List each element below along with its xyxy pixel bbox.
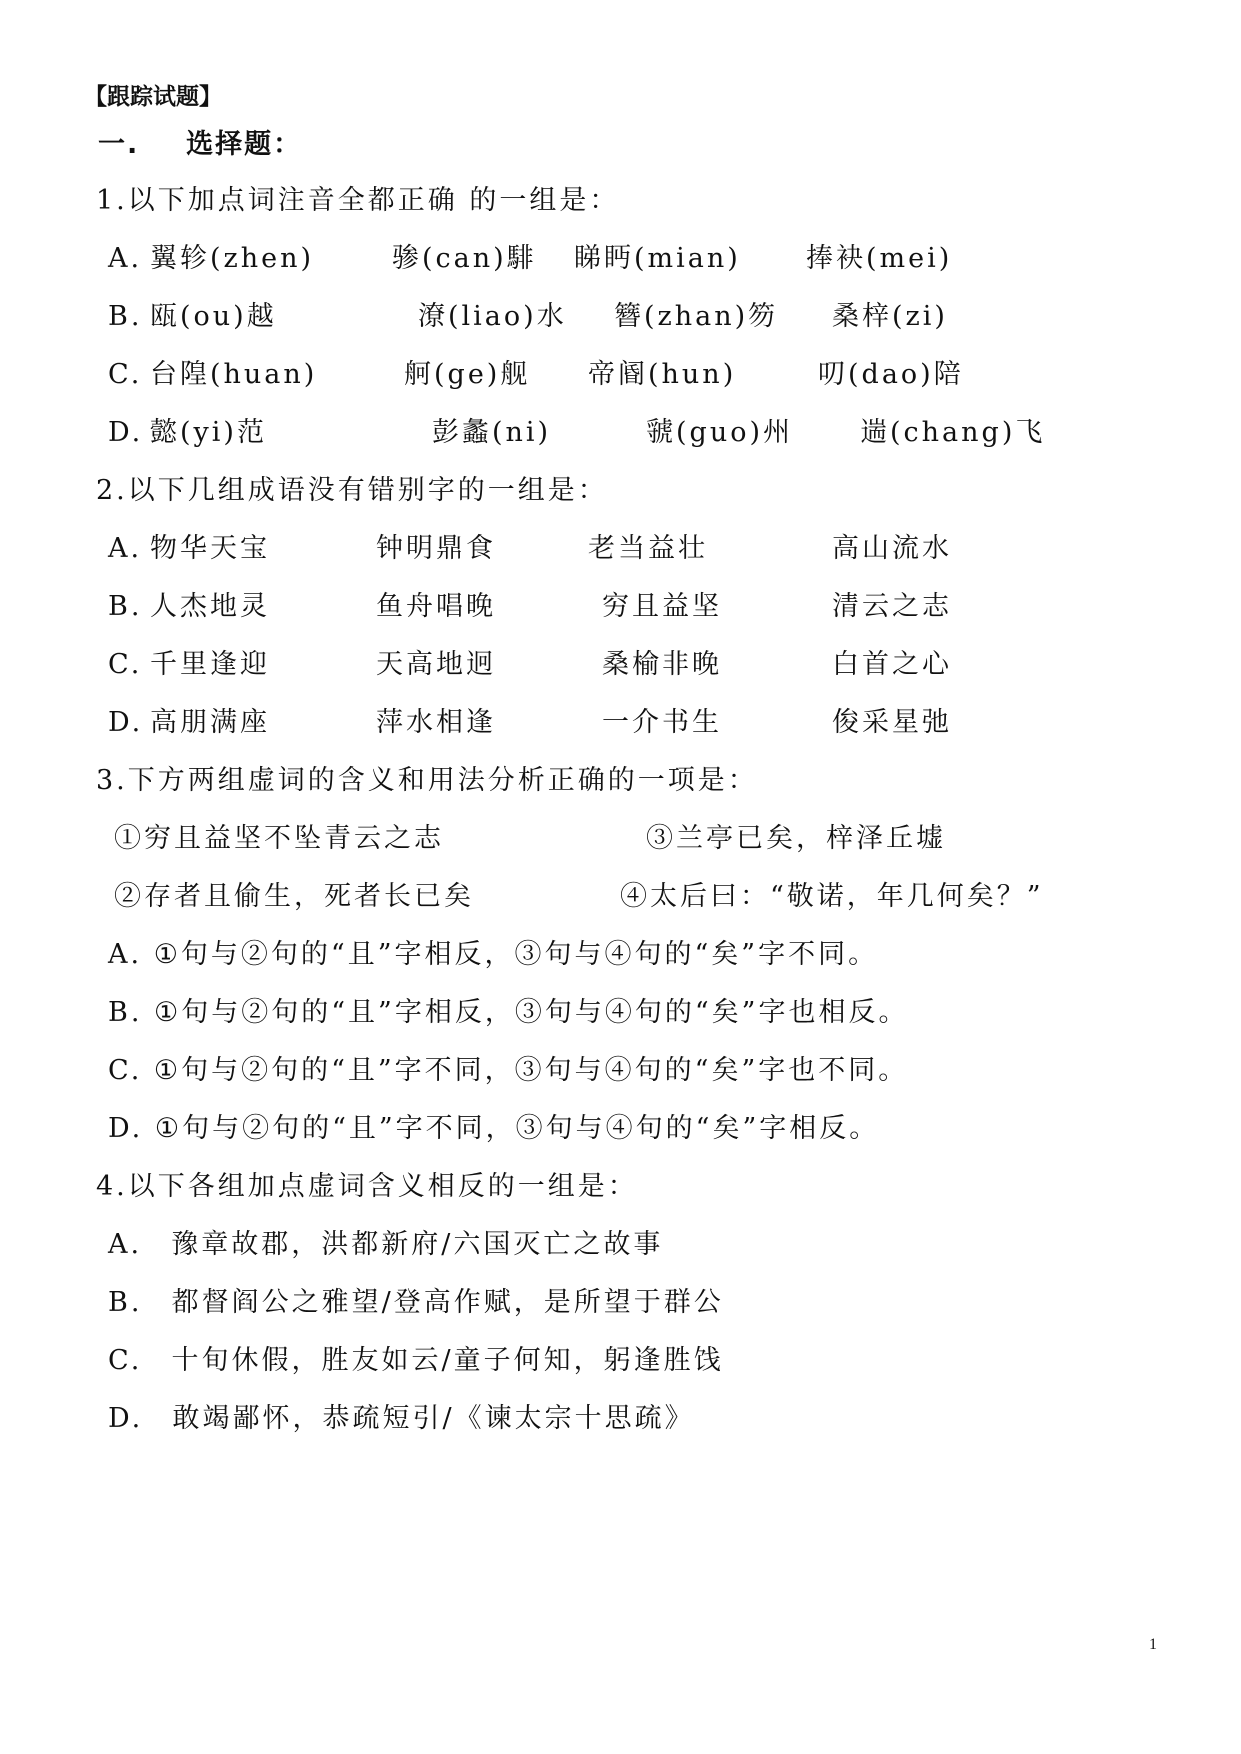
option-item: 虢(guo)州: [646, 417, 793, 448]
option-item: 天高地迥: [376, 649, 496, 680]
option-letter: D.: [108, 417, 144, 448]
option-item: 帝阍(hun): [588, 359, 737, 390]
section-label: 选择题：: [186, 129, 303, 160]
option-letter: A.: [108, 939, 143, 970]
option-item: 老当益壮: [588, 533, 708, 564]
option-letter: C.: [108, 359, 143, 390]
tracking-quiz-header: 【跟踪试题】: [84, 84, 222, 110]
option-item: 俊采星弛: [832, 707, 952, 738]
option-letter: B.: [108, 1287, 143, 1318]
option-item: 捧袂(mei): [806, 243, 953, 274]
section-number: 一.: [98, 129, 140, 160]
option-text: ①句与②句的“且”字不同，③句与④句的“矣”字也不同。: [153, 1055, 909, 1086]
q3-option-b: [108, 996, 908, 1030]
option-item: 簪(zhan)笏: [614, 301, 779, 332]
option-item: 高朋满座: [150, 707, 270, 738]
option-item: 清云之志: [832, 591, 952, 622]
option-item: 人杰地灵: [150, 591, 270, 622]
option-item: 桑梓(zi): [832, 301, 948, 332]
option-letter: D.: [108, 1113, 144, 1144]
option-item: 瓯(ou)越: [150, 301, 277, 332]
option-letter: B.: [108, 591, 143, 622]
page-number: 1: [1149, 1636, 1157, 1653]
option-item: 睇眄(mian): [574, 243, 741, 274]
option-item: 物华天宝: [150, 533, 270, 564]
option-letter: C.: [108, 649, 143, 680]
q3-option-d: [108, 1112, 879, 1146]
option-item: 台隍(huan): [150, 359, 318, 390]
option-text: ①句与②句的“且”字相反，③句与④句的“矣”字也相反。: [154, 997, 909, 1028]
option-item: 萍水相逢: [376, 707, 496, 738]
option-item: 穷且益坚: [602, 591, 722, 622]
q4-option-b: [108, 1286, 724, 1320]
option-letter: B.: [108, 301, 143, 332]
option-letter: C.: [108, 1055, 143, 1086]
question-4-stem: 4.以下各组加点虚词含义相反的一组是：: [96, 1171, 638, 1202]
option-letter: A.: [108, 1229, 143, 1260]
option-text: ①句与②句的“且”字相反，③句与④句的“矣”字不同。: [153, 939, 879, 970]
option-item: 钟明鼎食: [376, 533, 496, 564]
option-item: 懿(yi)范: [150, 417, 267, 448]
option-letter: A.: [108, 533, 143, 564]
option-item: 高山流水: [832, 533, 952, 564]
option-text: 敢竭鄙怀，恭疏短引/《谏太宗十思疏》: [172, 1403, 695, 1434]
question-2-stem: 2.以下几组成语没有错别字的一组是：: [96, 475, 608, 506]
option-letter: A.: [108, 243, 143, 274]
question-3-stem: 3.下方两组虚词的含义和用法分析正确的一项是：: [96, 765, 758, 796]
option-item: 千里逢迎: [150, 649, 270, 680]
option-letter: C.: [108, 1345, 143, 1376]
option-item: 舸(ge)舰: [404, 359, 531, 390]
option-letter: D.: [108, 707, 144, 738]
option-item: 遄(chang)飞: [860, 417, 1046, 448]
sentence-1: ①穷且益坚不坠青云之志: [114, 823, 444, 854]
q4-option-d: [108, 1402, 695, 1436]
option-item: 彭蠡(ni): [432, 417, 552, 448]
sentence-2: ②存者且偷生，死者长已矣: [114, 881, 474, 912]
q4-option-c: [108, 1344, 724, 1378]
option-item: 桑榆非晚: [602, 649, 722, 680]
option-letter: D.: [108, 1403, 144, 1434]
q3-option-a: [108, 938, 878, 972]
option-item: 鱼舟唱晚: [376, 591, 496, 622]
option-text: 十旬休假，胜友如云/童子何知，躬逢胜饯: [171, 1345, 724, 1376]
q4-option-a: [108, 1228, 663, 1262]
q3-option-c: [108, 1054, 908, 1088]
question-1-stem: 1.以下加点词注音全都正确 的一组是：: [96, 185, 620, 216]
option-item: 翼轸(zhen): [150, 243, 315, 274]
option-letter: B.: [108, 997, 143, 1028]
option-item: 潦(liao)水: [418, 301, 567, 332]
section-title: [98, 128, 302, 162]
sentence-3: ③兰亭已矣，梓泽丘墟: [646, 823, 946, 854]
option-text: 豫章故郡，洪都新府/六国灭亡之故事: [171, 1229, 664, 1260]
option-text: 都督阎公之雅望/登高作赋，是所望于群公: [171, 1287, 724, 1318]
option-item: 叨(dao)陪: [818, 359, 964, 390]
sentence-4: ④太后曰：“敬诺，年几何矣？”: [620, 881, 1044, 912]
option-item: 一介书生: [602, 707, 722, 738]
option-text: ①句与②句的“且”字不同，③句与④句的“矣”字相反。: [154, 1113, 880, 1144]
option-item: 骖(can)騑: [392, 243, 537, 274]
option-item: 白首之心: [832, 649, 952, 680]
